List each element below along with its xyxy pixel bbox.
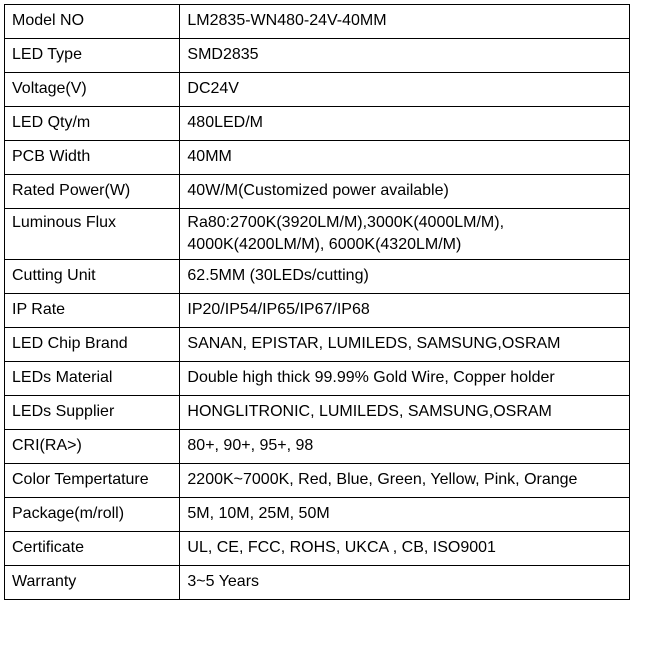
spec-value-line: 4000K(4200LM/M), 6000K(4320LM/M) bbox=[187, 236, 462, 253]
spec-value-line: 3~5 Years bbox=[187, 573, 260, 590]
spec-value-cell bbox=[180, 532, 630, 566]
table-row bbox=[5, 39, 630, 73]
spec-value-line: Double high thick 99.99% Gold Wire, Copper holder bbox=[187, 369, 555, 386]
spec-value-cell bbox=[180, 464, 630, 498]
spec-label-cell: Cutting Unit bbox=[5, 260, 180, 294]
table-row bbox=[5, 464, 630, 498]
spec-label-cell: LEDs Material bbox=[5, 362, 180, 396]
spec-value-cell bbox=[180, 498, 630, 532]
spec-value-line: 40MM bbox=[187, 148, 232, 165]
spec-value-cell bbox=[180, 39, 630, 73]
spec-label-cell: PCB Width bbox=[5, 141, 180, 175]
spec-label-cell: Luminous Flux bbox=[5, 209, 180, 260]
table-row bbox=[5, 73, 630, 107]
spec-label-cell: CRI(RA>) bbox=[5, 430, 180, 464]
table-row bbox=[5, 209, 630, 260]
spec-value-cell bbox=[180, 396, 630, 430]
spec-value-line: LM2835-WN480-24V-40MM bbox=[187, 12, 387, 29]
table-row bbox=[5, 362, 630, 396]
spec-label-cell: LED Qty/m bbox=[5, 107, 180, 141]
spec-table-body bbox=[5, 5, 630, 600]
spec-value-cell bbox=[180, 260, 630, 294]
table-row bbox=[5, 430, 630, 464]
spec-value-line: 480LED/M bbox=[187, 114, 263, 131]
spec-label-cell: Color Tempertature bbox=[5, 464, 180, 498]
spec-value-cell bbox=[180, 73, 630, 107]
spec-value-line: HONGLITRONIC, LUMILEDS, SAMSUNG,OSRAM bbox=[187, 403, 552, 420]
spec-value-cell bbox=[180, 141, 630, 175]
spec-value-line: 80+, 90+, 95+, 98 bbox=[187, 437, 314, 454]
spec-label-cell: Package(m/roll) bbox=[5, 498, 180, 532]
spec-value-cell bbox=[180, 566, 630, 600]
spec-value-line: 2200K~7000K, Red, Blue, Green, Yellow, Pink, Orange bbox=[187, 471, 578, 488]
spec-value-line: SMD2835 bbox=[187, 46, 259, 63]
table-row bbox=[5, 566, 630, 600]
table-row bbox=[5, 498, 630, 532]
spec-value-line: 62.5MM (30LEDs/cutting) bbox=[187, 267, 369, 284]
spec-value-cell bbox=[180, 430, 630, 464]
table-row bbox=[5, 141, 630, 175]
spec-value-cell bbox=[180, 209, 630, 260]
spec-value-cell bbox=[180, 294, 630, 328]
spec-label-cell: LED Type bbox=[5, 39, 180, 73]
spec-label-cell: LED Chip Brand bbox=[5, 328, 180, 362]
spec-label-cell: Model NO bbox=[5, 5, 180, 39]
table-row bbox=[5, 260, 630, 294]
table-row bbox=[5, 532, 630, 566]
spec-value-line: UL, CE, FCC, ROHS, UKCA , CB, ISO9001 bbox=[187, 539, 496, 556]
table-row bbox=[5, 396, 630, 430]
spec-value-line: DC24V bbox=[187, 80, 239, 97]
spec-value-line: IP20/IP54/IP65/IP67/IP68 bbox=[187, 301, 370, 318]
spec-value-cell bbox=[180, 175, 630, 209]
spec-table bbox=[4, 4, 630, 600]
spec-value-cell bbox=[180, 5, 630, 39]
table-row bbox=[5, 5, 630, 39]
table-row bbox=[5, 175, 630, 209]
table-row bbox=[5, 294, 630, 328]
spec-value-line: 40W/M(Customized power available) bbox=[187, 182, 449, 199]
spec-value-cell bbox=[180, 328, 630, 362]
spec-value-cell bbox=[180, 107, 630, 141]
spec-value-cell bbox=[180, 362, 630, 396]
spec-value-line: 5M, 10M, 25M, 50M bbox=[187, 505, 330, 522]
table-row bbox=[5, 328, 630, 362]
spec-label-cell: IP Rate bbox=[5, 294, 180, 328]
spec-label-cell: Rated Power(W) bbox=[5, 175, 180, 209]
spec-label-cell: Certificate bbox=[5, 532, 180, 566]
spec-label-cell: Voltage(V) bbox=[5, 73, 180, 107]
spec-value-line: Ra80:2700K(3920LM/M),3000K(4000LM/M), bbox=[187, 214, 505, 231]
spec-value-line: SANAN, EPISTAR, LUMILEDS, SAMSUNG,OSRAM bbox=[187, 335, 561, 352]
table-row bbox=[5, 107, 630, 141]
spec-label-cell: LEDs Supplier bbox=[5, 396, 180, 430]
spec-label-cell: Warranty bbox=[5, 566, 180, 600]
